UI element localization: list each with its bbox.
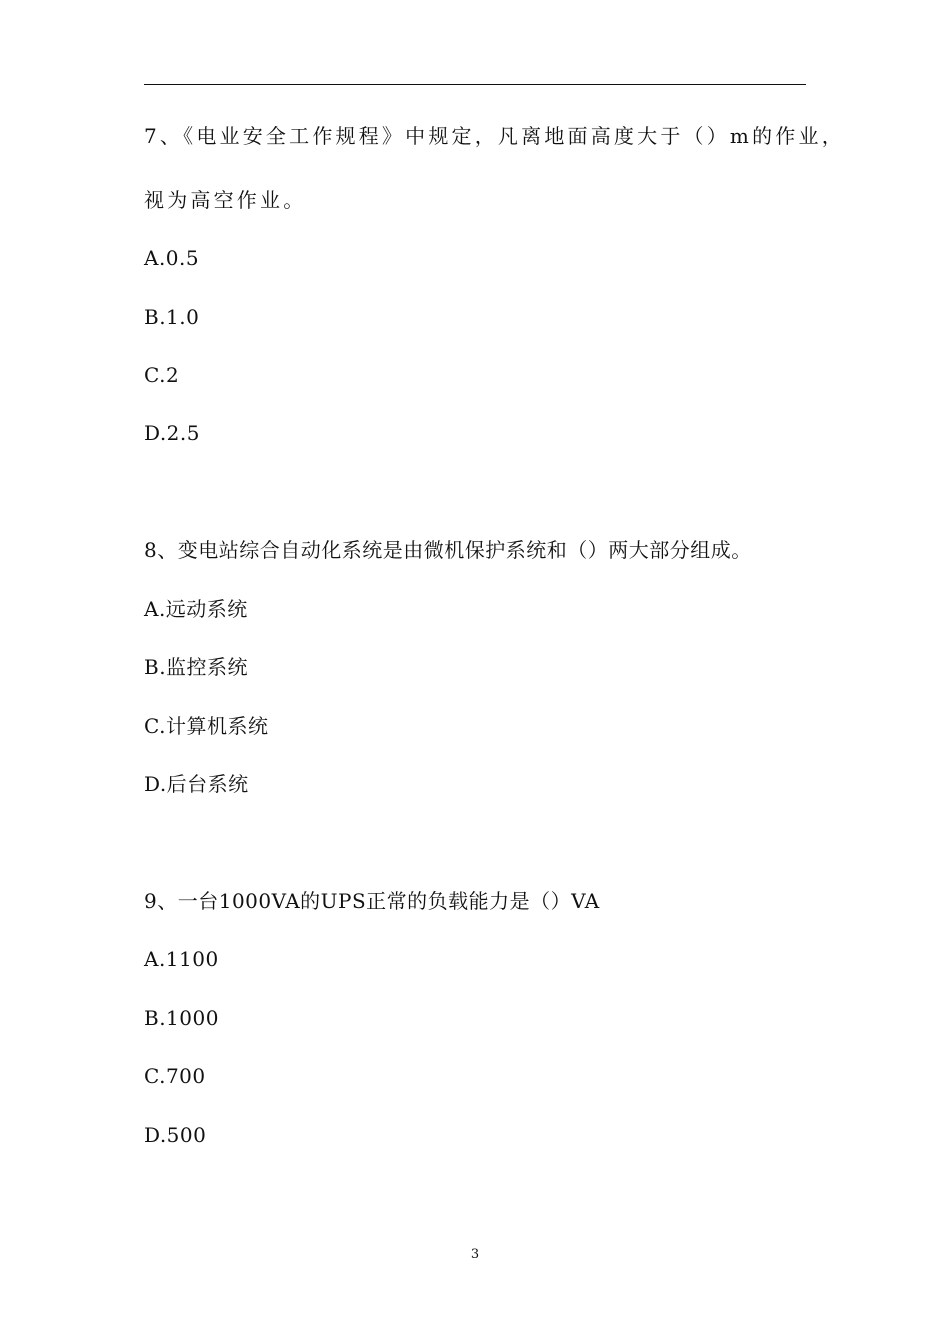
question-9-option-a: A.1100	[144, 947, 219, 971]
question-7-stem-line-1: 7、《电业安全工作规程》中规定，凡离地面高度大于（）m的作业，	[144, 124, 845, 148]
question-8-option-b: B.监控系统	[144, 655, 249, 679]
question-7-option-b: B.1.0	[144, 305, 200, 329]
question-8-option-d: D.后台系统	[144, 772, 249, 796]
question-8-option-c: C.计算机系统	[144, 714, 269, 738]
question-9-stem: 9、一台1000VA的UPS正常的负载能力是（）VA	[144, 889, 600, 913]
question-9-option-b: B.1000	[144, 1006, 219, 1030]
question-8-option-a: A.远动系统	[144, 597, 248, 621]
question-7-option-c: C.2	[144, 363, 180, 387]
question-7-option-d: D.2.5	[144, 421, 200, 445]
page-number: 3	[470, 1247, 480, 1262]
header-rule	[144, 84, 806, 85]
question-8-stem: 8、变电站综合自动化系统是由微机保护系统和（）两大部分组成。	[144, 538, 752, 562]
question-7-option-a: A.0.5	[144, 246, 200, 270]
question-9-option-c: C.700	[144, 1064, 206, 1088]
question-9-option-d: D.500	[144, 1123, 207, 1147]
question-7-stem-line-2: 视为高空作业。	[144, 188, 307, 212]
